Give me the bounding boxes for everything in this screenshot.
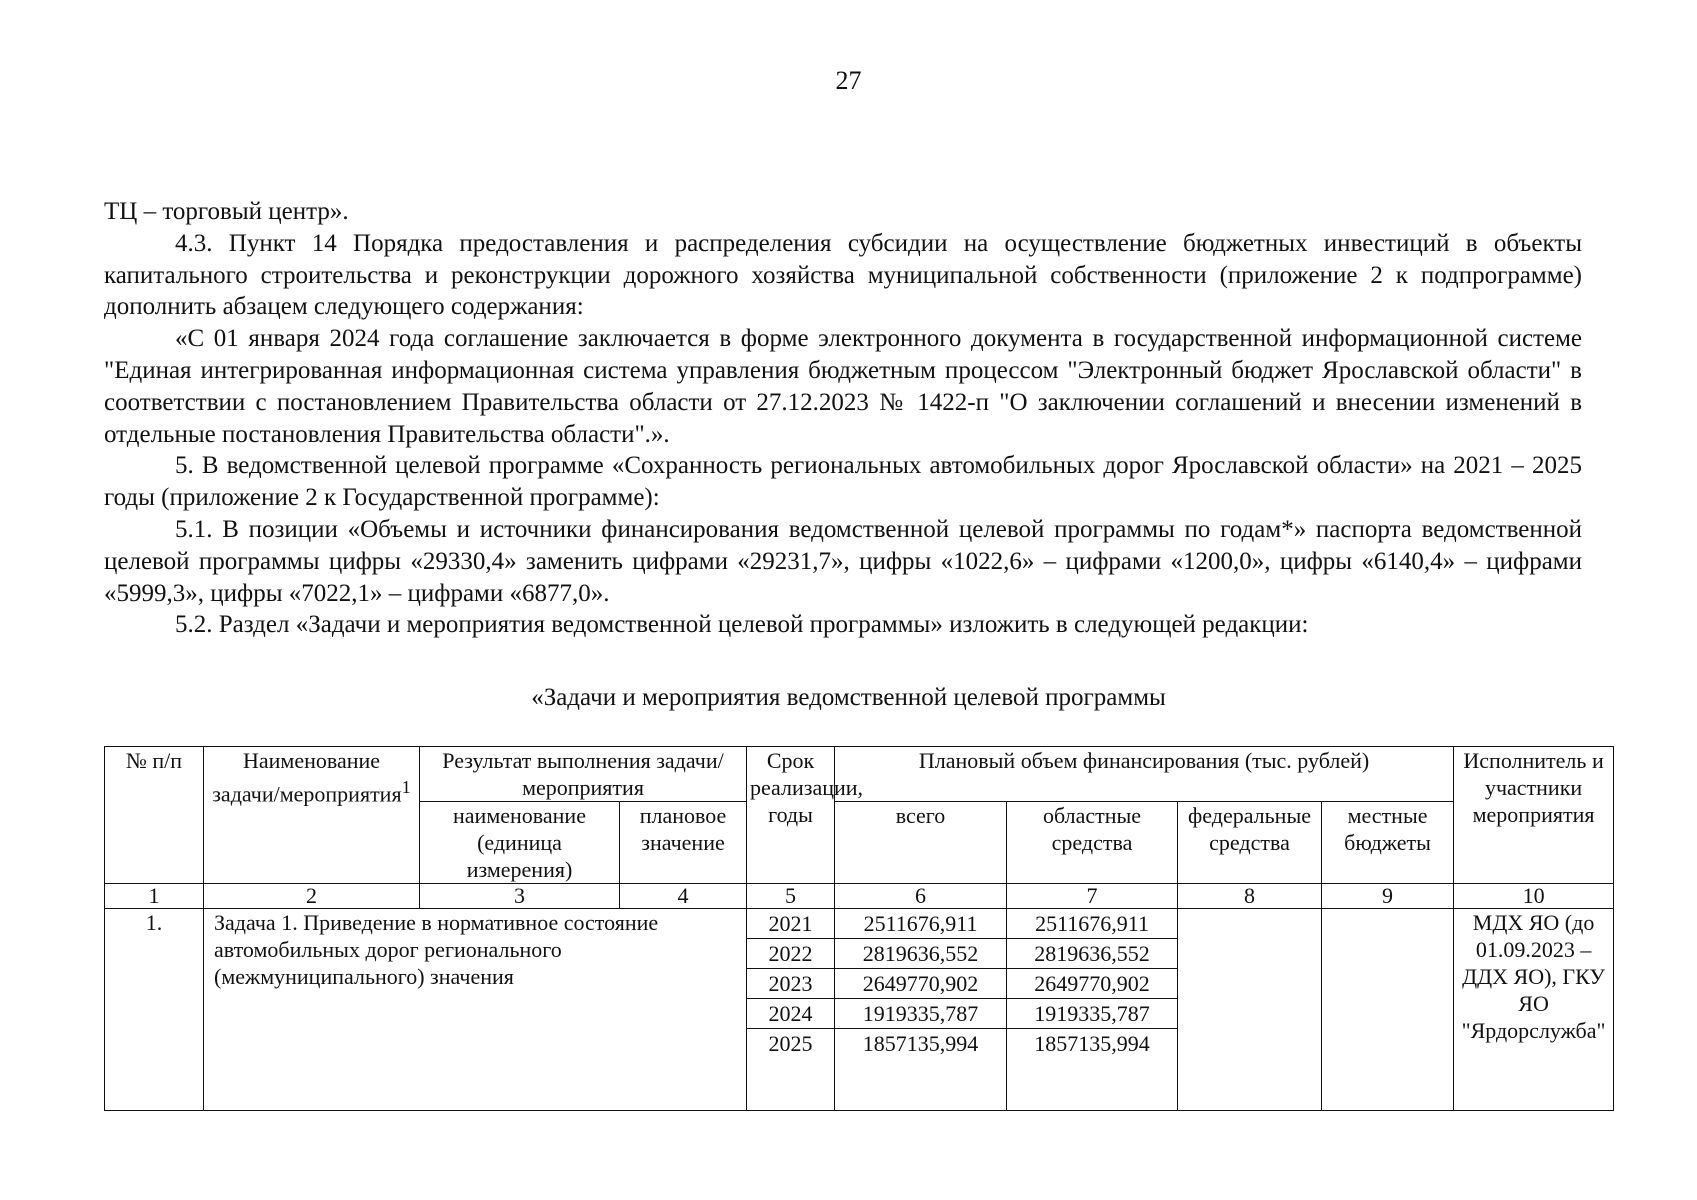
column-number: 10 [1454,884,1614,909]
header-total: всего [835,802,1007,884]
header-row [105,747,1614,802]
footnote-mark: 1 [401,777,411,797]
total-value: 2649770,902 [835,969,1006,999]
table-row [105,909,1614,1111]
header-result: Результат выполнения задачи/мероприятия [420,747,747,802]
year: 2021 [747,909,834,939]
federal-cell [1178,909,1322,1111]
column-number: 7 [1007,884,1178,909]
header-result-value: плановое значение [620,802,747,884]
column-number: 5 [747,884,835,909]
paragraph: ТЦ – торговый центр». [104,198,349,225]
total-value: 2511676,911 [835,909,1006,939]
header-name: Наименование задачи/мероприятия$^1$ [204,747,420,884]
column-number: 8 [1178,884,1322,909]
paragraph: 5.1. В позиции «Объемы и источники финансирования ведомственной целевой программы по годам*» паспорта ведомственной целевой программы цифры «29330,4» заменить цифрами «29231,7», цифры «1022,6» – цифрами «1200,0», цифры «6140,4» – цифрами «5999,3», цифры «7022,1» – цифрами «6877,0». [104,515,1582,607]
row-num: 1. [105,909,204,1111]
table-title: «Задачи и мероприятия ведомственной целевой программы [531,684,1166,711]
header-term: Срок реализации, годы [747,747,835,884]
header-regional: областные средства [1007,802,1178,884]
tasks-table [104,746,1614,1111]
paragraph: 5.2. Раздел «Задачи и мероприятия ведомственной целевой программы» изложить в следующей редакции: [175,611,1309,639]
year: 2023 [747,969,834,999]
year: 2022 [747,939,834,969]
column-number: 6 [835,884,1007,909]
regional-value: 1919335,787 [1007,999,1177,1029]
executor-cell: МДХ ЯО (до 01.09.2023 – ДДХ ЯО), ГКУ ЯО "Ярдорслужба" [1454,909,1614,1111]
header-local: местные бюджеты [1322,802,1454,884]
column-number: 9 [1322,884,1454,909]
regional-value: 2819636,552 [1007,939,1177,969]
local-cell [1322,909,1454,1111]
header-federal: федеральные средства [1178,802,1322,884]
column-number: 1 [105,884,204,909]
regional-value: 1857135,994 [1034,1031,1150,1056]
body-text [104,196,1582,641]
paragraph: «С 01 января 2024 года соглашение заключается в форме электронного документа в государственной информационной системе "Единая интегрированная информационная система управления бюджетным процессом "Электронный бюджет Ярославской области" в соответствии с постановлением Правительства области от 27.12.2023 № 1422-п "О заключении соглашений и внесении изменений в отдельные постановления Правительства области".». [104,325,1582,448]
total-value: 2819636,552 [835,939,1006,969]
regional-value: 2511676,911 [1007,909,1177,939]
total-value: 1857135,994 [862,1031,979,1056]
total-value: 1919335,787 [835,999,1006,1029]
header-num: № п/п [105,747,204,884]
regional-cell [1007,909,1178,1111]
paragraph: 4.3. Пункт 14 Порядка предоставления и распределения субсидии на осуществление бюджетных инвестиций в объекты капитального строительства и реконструкции дорожного хозяйства муниципальной собственности (приложение 2 к подпрограмме) дополнить абзацем следующего содержания: [104,229,1582,321]
year: 2024 [747,999,834,1029]
year: 2025 [768,1031,813,1056]
task-name: Задача 1. Приведение в нормативное состояние автомобильных дорог регионального (межмуниципального) значения [204,909,747,1111]
header-funding: Плановый объем финансирования (тыс. рублей) [835,747,1454,802]
years-cell [747,909,835,1111]
header-result-name: наименование (единица измерения) [420,802,620,884]
paragraph: 5. В ведомственной целевой программе «Сохранность региональных автомобильных дорог Ярославской области» на 2021 – 2025 годы (приложение 2 к Государственной программе): [104,452,1582,512]
column-number: 4 [620,884,747,909]
total-cell [835,909,1007,1111]
header-executor: Исполнитель и участники мероприятия [1454,747,1614,884]
page-number: 27 [835,66,862,95]
regional-value: 2649770,902 [1007,969,1177,999]
column-number: 2 [204,884,420,909]
column-numbers-row [105,884,1614,909]
column-number: 3 [420,884,620,909]
